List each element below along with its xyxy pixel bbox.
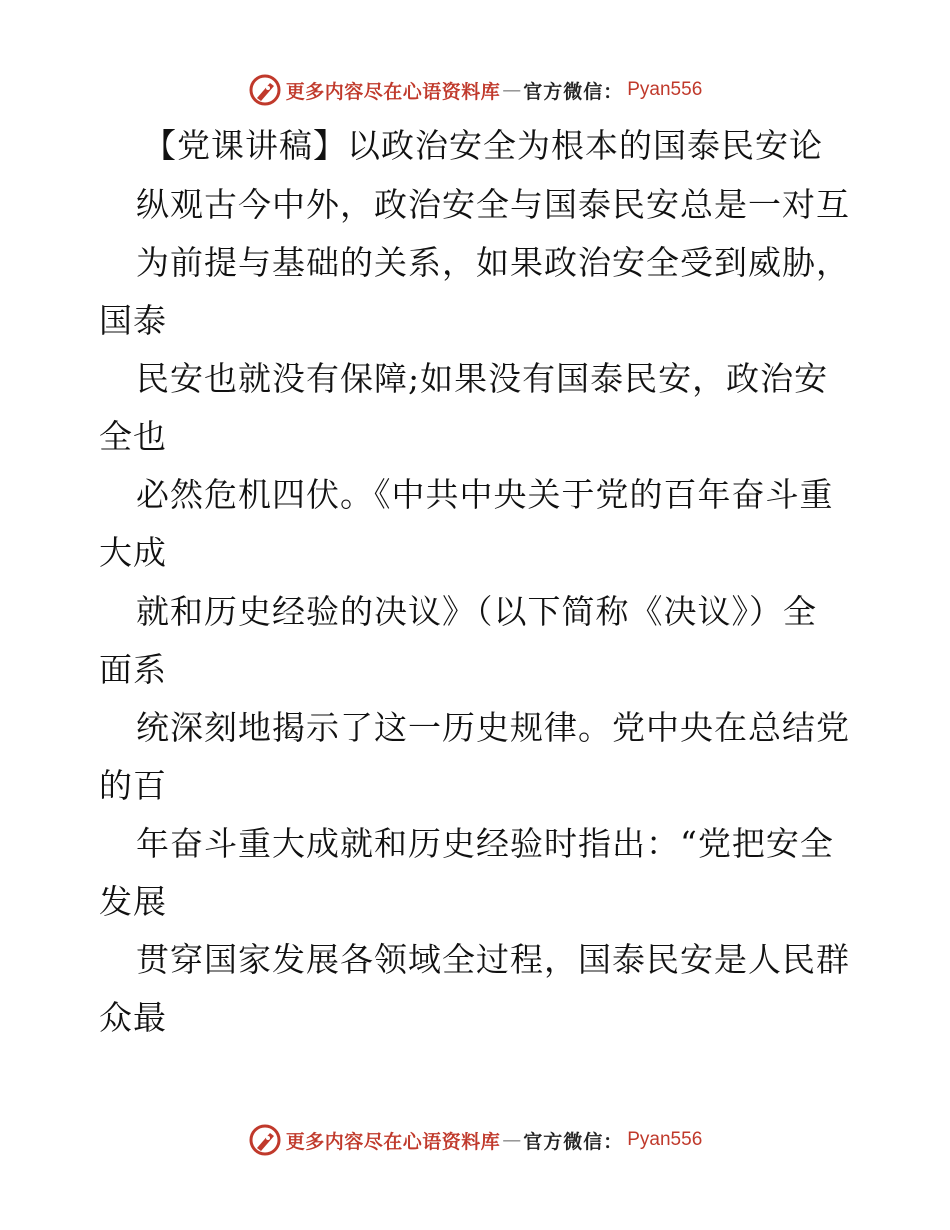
document-line: 国泰 [99,301,167,340]
watermark-sub-text: 官方微信： [523,1130,624,1153]
pen-nib-logo-icon [248,1123,282,1157]
document-line: 纵观古今中外，政治安全与国泰民安总是一对互 [136,185,850,224]
watermark-sub-text: 官方微信： [523,80,624,103]
watermark-main-text: 更多内容尽在心语资料库 [285,80,501,103]
document-line: 全也 [99,417,167,456]
watermark-separator: — [502,1129,522,1151]
document-line: 民安也就没有保障;如果没有国泰民安，政治安 [136,359,829,398]
document-line: 发展 [99,882,167,921]
document-line: 统深刻地揭示了这一历史规律。党中央在总结党 [136,708,850,747]
footer-watermark [0,1120,950,1160]
document-line: 为前提与基础的关系，如果政治安全受到威胁， [136,243,850,282]
header-watermark [0,70,950,110]
document-line: 贯穿国家发展各领域全过程，国泰民安是人民群 [136,940,850,979]
watermark-wechat-id: Pyan556 [627,1129,703,1150]
document-line: 的百 [99,766,167,805]
watermark-wechat-id: Pyan556 [627,79,703,100]
document-line: 大成 [99,533,167,572]
watermark-main-text: 更多内容尽在心语资料库 [285,1130,501,1153]
document-line: 就和历史经验的决议》（以下简称《决议》）全 [136,592,817,631]
document-line: 面系 [99,650,167,689]
pen-nib-logo-icon [248,73,282,107]
document-line: 年奋斗重大成就和历史经验时指出：“党把安全 [136,824,834,863]
document-line: 众最 [99,998,167,1037]
document-line: 必然危机四伏。《中共中央关于党的百年奋斗重 [136,475,834,514]
watermark-separator: — [502,79,522,101]
document-title: 【党课讲稿】以政治安全为根本的国泰民安论 [143,126,823,165]
